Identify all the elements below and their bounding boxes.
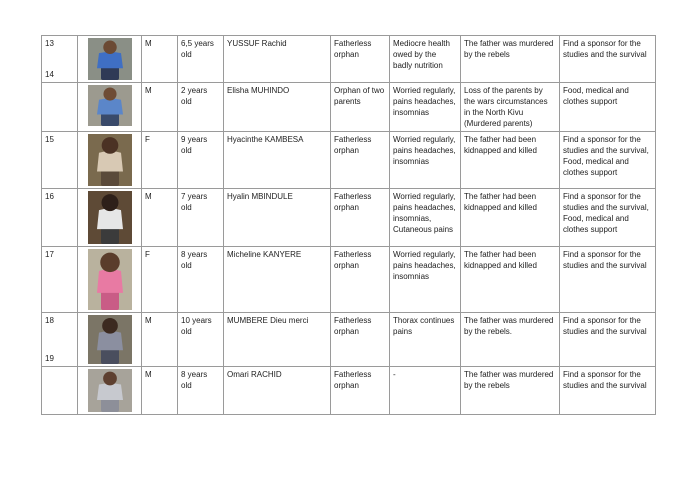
health-cell: Worried regularly, pains headaches, insomnias, Cutaneous pains <box>390 189 461 247</box>
status-cell: Fatherless orphan <box>331 247 390 313</box>
age-cell: 8 years old <box>178 367 224 415</box>
row-number-cell <box>42 189 78 247</box>
child-photo <box>78 132 142 189</box>
photo-head <box>100 253 120 273</box>
age-cell: 7 years old <box>178 189 224 247</box>
table-row <box>42 132 656 189</box>
name-cell: Elisha MUHINDO <box>224 83 331 132</box>
health-cell: Mediocre health owed by the badly nutrition <box>390 36 461 83</box>
child-portrait-image <box>88 369 132 412</box>
table-row <box>42 247 656 313</box>
photo-head <box>103 41 116 54</box>
sex-cell: M <box>142 189 178 247</box>
table-row <box>42 367 656 415</box>
row-number: 15 <box>45 135 54 144</box>
age-cell: 6,5 years old <box>178 36 224 83</box>
name-cell: Hyalin MBINDULE <box>224 189 331 247</box>
story-cell: The father had been kidnapped and killed <box>461 247 560 313</box>
row-number-secondary: 19 <box>45 354 54 363</box>
name-cell: Micheline KANYERE <box>224 247 331 313</box>
child-portrait-image <box>88 38 132 80</box>
need-cell: Find a sponsor for the studies and the survival, Food, medical and clothes support <box>560 132 656 189</box>
row-number-cell <box>42 367 78 415</box>
status-cell: Fatherless orphan <box>331 189 390 247</box>
photo-torso <box>97 208 123 229</box>
photo-torso <box>97 269 123 293</box>
photo-head <box>103 372 117 386</box>
age-cell: 9 years old <box>178 132 224 189</box>
child-photo <box>78 367 142 415</box>
child-portrait-image <box>88 249 132 310</box>
status-cell: Fatherless orphan <box>331 367 390 415</box>
need-cell: Find a sponsor for the studies and the survival <box>560 367 656 415</box>
row-number: 17 <box>45 250 54 259</box>
table-row <box>42 36 656 83</box>
row-number-cell <box>42 83 78 132</box>
child-photo <box>78 83 142 132</box>
name-cell: YUSSUF Rachid <box>224 36 331 83</box>
health-cell: Thorax continues pains <box>390 313 461 367</box>
health-cell: Worried regularly, pains headaches, insomnias <box>390 132 461 189</box>
need-cell: Food, medical and clothes support <box>560 83 656 132</box>
need-cell: Find a sponsor for the studies and the survival <box>560 313 656 367</box>
status-cell: Fatherless orphan <box>331 313 390 367</box>
row-number: 18 <box>45 316 54 325</box>
photo-torso <box>97 151 123 171</box>
row-number: 13 <box>45 39 54 48</box>
photo-head <box>101 137 118 154</box>
row-number-cell <box>42 36 78 83</box>
sex-cell: M <box>142 36 178 83</box>
child-photo <box>78 247 142 313</box>
row-number-secondary: 14 <box>45 70 54 79</box>
photo-torso <box>97 383 123 400</box>
need-cell: Find a sponsor for the studies and the survival <box>560 36 656 83</box>
story-cell: Loss of the parents by the wars circumstances in the North Kivu (Murdered parents) <box>461 83 560 132</box>
table-row <box>42 189 656 247</box>
photo-torso <box>97 99 123 115</box>
age-cell: 10 years old <box>178 313 224 367</box>
sex-cell: M <box>142 367 178 415</box>
photo-head <box>103 87 116 100</box>
child-portrait-image <box>88 191 132 244</box>
story-cell: The father was murdered by the rebels <box>461 36 560 83</box>
age-cell: 2 years old <box>178 83 224 132</box>
photo-torso <box>97 331 123 350</box>
status-cell: Fatherless orphan <box>331 132 390 189</box>
child-portrait-image <box>88 134 132 186</box>
table-row <box>42 313 656 367</box>
story-cell: The father had been kidnapped and killed <box>461 189 560 247</box>
sex-cell: M <box>142 83 178 132</box>
story-cell: The father was murdered by the rebels. <box>461 313 560 367</box>
age-cell: 8 years old <box>178 247 224 313</box>
status-cell: Orphan of two parents <box>331 83 390 132</box>
photo-head <box>101 194 118 211</box>
health-cell: Worried regularly, pains headaches, insomnias <box>390 83 461 132</box>
child-portrait-image <box>88 315 132 364</box>
photo-head <box>102 318 118 334</box>
child-photo <box>78 36 142 83</box>
name-cell: Hyacinthe KAMBESA <box>224 132 331 189</box>
row-number-cell <box>42 313 78 367</box>
sex-cell: M <box>142 313 178 367</box>
row-number-cell <box>42 247 78 313</box>
orphans-table <box>41 35 656 415</box>
sex-cell: F <box>142 132 178 189</box>
need-cell: Find a sponsor for the studies and the survival <box>560 247 656 313</box>
status-cell: Fatherless orphan <box>331 36 390 83</box>
name-cell: MUMBERE Dieu merci <box>224 313 331 367</box>
health-cell: Worried regularly, pains headaches, insomnias <box>390 247 461 313</box>
row-number-cell <box>42 132 78 189</box>
name-cell: Omari RACHID <box>224 367 331 415</box>
need-cell: Find a sponsor for the studies and the survival, Food, medical and clothes support <box>560 189 656 247</box>
story-cell: The father was murdered by the rebels <box>461 367 560 415</box>
photo-torso <box>97 52 123 68</box>
health-cell: - <box>390 367 461 415</box>
sex-cell: F <box>142 247 178 313</box>
row-number: 16 <box>45 192 54 201</box>
child-portrait-image <box>88 85 132 126</box>
story-cell: The father had been kidnapped and killed <box>461 132 560 189</box>
table-row <box>42 83 656 132</box>
child-photo <box>78 313 142 367</box>
child-photo <box>78 189 142 247</box>
